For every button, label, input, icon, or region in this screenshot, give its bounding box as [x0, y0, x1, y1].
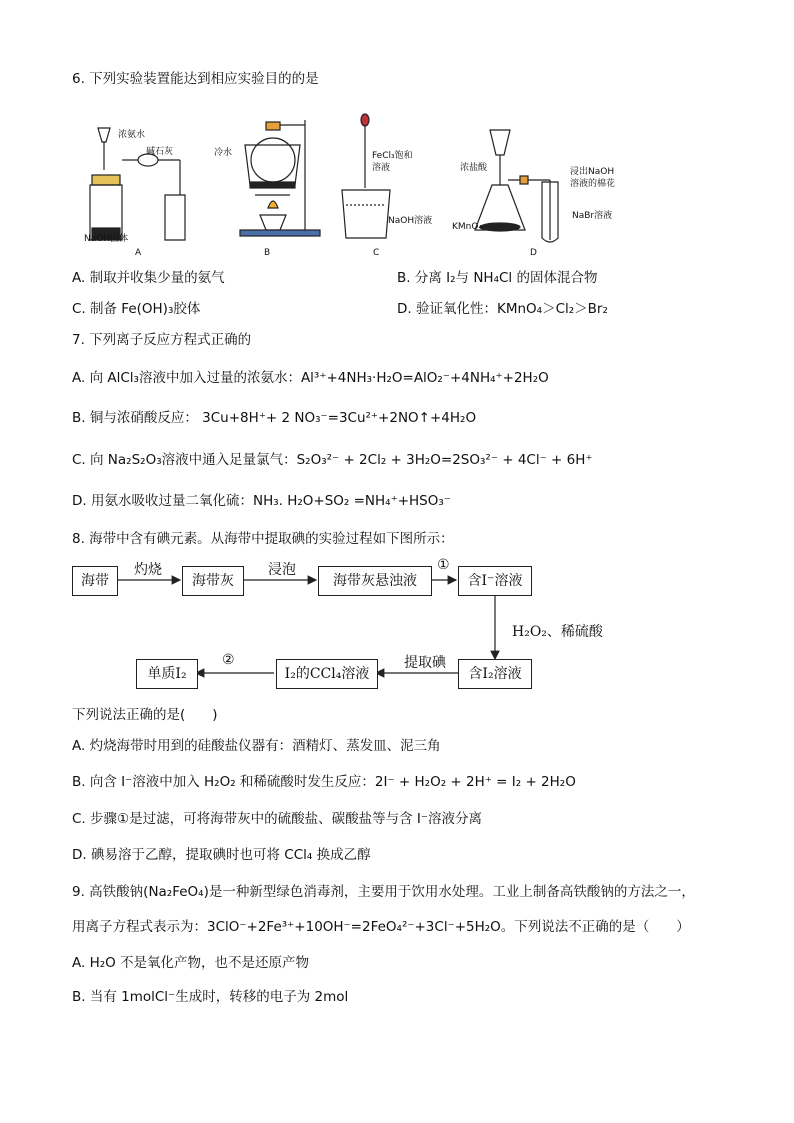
- q6-option-a: A. 制取并收集少量的氨气: [72, 270, 225, 286]
- flow-box-suspension: 海带灰悬浊液: [318, 566, 432, 596]
- flow-step-extract: 提取碘: [404, 655, 446, 671]
- q8-option-a: A. 灼烧海带时用到的硅酸盐仪器有：酒精灯、蒸发皿、泥三角: [72, 738, 441, 754]
- q9-stem-line1: 9. 高铁酸钠(Na₂FeO₄)是一种新型绿色消毒剂，主要用于饮用水处理。工业上制备高铁酸钠的方法之一，: [72, 884, 695, 900]
- label-fecl3-solution: 溶液: [372, 163, 391, 173]
- q7-option-d: D. 用氨水吸收过量二氧化硫：NH₃. H₂O+SO₂ =NH₄⁺+HSO₃⁻: [72, 493, 451, 509]
- flow-box-iodine-ccl4: I₂的CCl₄溶液: [276, 659, 378, 689]
- q9-stem-line2: 用离子方程式表示为：3ClO⁻+2Fe³⁺+10OH⁻=2FeO₄²⁻+3Cl⁻+5H₂O。下列说法不正确的是（ ）: [72, 919, 690, 935]
- label-conc-hcl: 浓盐酸: [460, 163, 488, 173]
- label-naoh-cotton: 浸出NaOH: [570, 167, 615, 177]
- flow-box-iodine-solution: 含I₂溶液: [458, 659, 532, 689]
- q8-sub-stem: 下列说法正确的是( ): [72, 707, 218, 723]
- label-naoh-solution: NaOH溶液: [388, 216, 433, 226]
- q6-apparatus-figure: [80, 100, 640, 260]
- q8-option-b: B. 向含 I⁻溶液中加入 H₂O₂ 和稀硫酸时发生反应：2I⁻ + H₂O₂ + 2H⁺ = I₂ + 2H₂O: [72, 774, 576, 790]
- q8-option-d: D. 碘易溶于乙醇，提取碘时也可将 CCl₄ 换成乙醇: [72, 847, 371, 863]
- apparatus-d: [475, 130, 558, 242]
- flow-step-2: ②: [222, 652, 235, 668]
- label-naoh-solid: NaOH固体: [84, 234, 129, 244]
- letter-a: A: [135, 248, 142, 258]
- letter-d: D: [530, 248, 537, 258]
- flow-step-burn: 灼烧: [134, 562, 162, 578]
- label-kmno4: KMnO₄: [452, 222, 483, 232]
- q7-stem: 7. 下列离子反应方程式正确的: [72, 332, 252, 348]
- label-nabr-solution: NaBr溶液: [572, 211, 613, 221]
- q8-stem: 8. 海带中含有碘元素。从海带中提取碘的实验过程如下图所示：: [72, 531, 454, 547]
- letter-c: C: [373, 248, 380, 258]
- q6-option-d: D. 验证氧化性：KMnO₄＞Cl₂＞Br₂: [397, 301, 608, 317]
- q6-option-b: B. 分离 I₂与 NH₄Cl 的固体混合物: [397, 270, 598, 286]
- q6-option-c: C. 制备 Fe(OH)₃胶体: [72, 301, 201, 317]
- q7-option-b: B. 铜与浓硝酸反应： 3Cu+8H⁺+ 2 NO₃⁻=3Cu²⁺+2NO↑+4H₂O: [72, 410, 477, 426]
- q8-option-c: C. 步骤①是过滤，可将海带灰中的硫酸盐、碳酸盐等与含 I⁻溶液分离: [72, 811, 483, 827]
- flow-box-kelp: 海带: [72, 566, 118, 596]
- label-soda-lime: 碱石灰: [146, 147, 174, 157]
- flow-step-reagent: H₂O₂、稀硫酸: [512, 624, 603, 640]
- apparatus-b: [240, 120, 320, 236]
- q6-stem: 6. 下列实验装置能达到相应实验目的的是: [72, 71, 319, 87]
- label-cold-water: 冷水: [214, 148, 233, 158]
- q8-flowchart: [70, 555, 603, 695]
- label-conc-ammonia: 浓氨水: [118, 130, 146, 140]
- flow-box-iodine: 单质I₂: [136, 659, 198, 689]
- letter-b: B: [264, 248, 271, 258]
- q7-option-c: C. 向 Na₂S₂O₃溶液中通入足量氯气：S₂O₃²⁻ + 2Cl₂ + 3H₂O=2SO₃²⁻ + 4Cl⁻ + 6H⁺: [72, 452, 593, 468]
- label-fecl3: FeCl₃饱和: [372, 151, 413, 161]
- q9-option-b: B. 当有 1molCl⁻生成时，转移的电子为 2mol: [72, 989, 349, 1005]
- apparatus-c: [342, 114, 390, 238]
- flow-step-soak: 浸泡: [268, 562, 296, 578]
- apparatus-diagram: [80, 100, 640, 260]
- flow-box-iodide-solution: 含I⁻溶液: [458, 566, 532, 596]
- q9-option-a: A. H₂O 不是氧化产物，也不是还原产物: [72, 955, 310, 971]
- flow-box-kelp-ash: 海带灰: [182, 566, 244, 596]
- q7-option-a: A. 向 AlCl₃溶液中加入过量的浓氨水：Al³⁺+4NH₃·H₂O=AlO₂⁻+4NH₄⁺+2H₂O: [72, 370, 549, 386]
- flow-step-1: ①: [437, 557, 450, 573]
- label-naoh-cotton-2: 溶液的棉花: [570, 179, 616, 189]
